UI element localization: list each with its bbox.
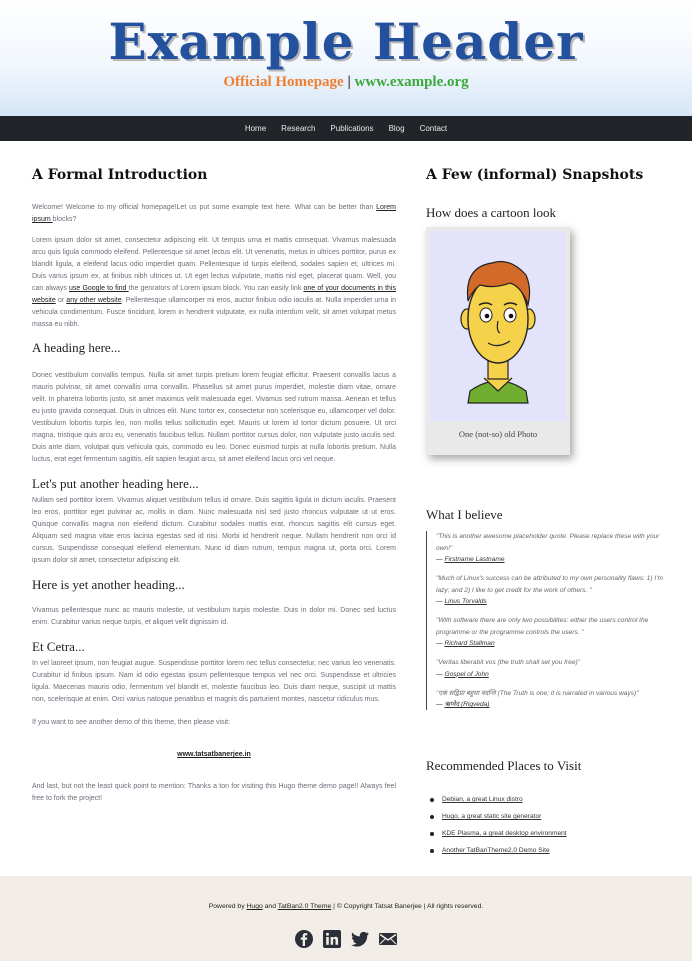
place-link-tatban[interactable]: Another TatBanTheme2.0 Demo Site — [430, 842, 666, 859]
section-heading: Let's put another heading here... — [32, 476, 199, 491]
places-heading: Recommended Places to Visit — [426, 758, 582, 773]
subtitle-official: Official Homepage — [223, 74, 344, 90]
main-content — [32, 165, 396, 805]
google-link[interactable]: use Google to find — [69, 285, 129, 292]
theme-link[interactable]: TatBan2.0 Theme — [277, 903, 332, 910]
cartoon-photo[interactable] — [430, 231, 566, 421]
quote-author: — Gospel of John — [436, 670, 489, 678]
navbar — [0, 116, 692, 141]
facebook-icon[interactable] — [294, 929, 314, 949]
demo-link[interactable]: www.tatsatbanerjee.in — [177, 751, 251, 758]
other-website-link[interactable]: any other website — [66, 297, 122, 304]
intro-heading: A Formal Introduction — [32, 167, 208, 183]
footer-text: Powered by Hugo and TatBan2.0 Theme | © Copyright Tatsat Banerjee | All rights reserved. — [208, 903, 484, 910]
place-link-kde[interactable]: KDE Plasma, a great desktop environment — [430, 825, 666, 842]
twitter-icon[interactable] — [350, 929, 370, 949]
hugo-link[interactable]: Hugo — [246, 903, 263, 910]
quote — [436, 573, 666, 607]
section-text: Vivamus pellentesque nunc ac mauris molestie, ut vestibulum turpis molestie. Duis in dolor mi. Donec sed luctus enim. Curabitur varius neque turpis, et aliquet velit dignissim id. — [32, 607, 396, 626]
section-text: Nullam sed porttitor lorem. Vivamus aliquet vestibulum tellus id ornare. Duis sagittis ligula in dictum iaculis. Praesent leo eros, porttitor eget pulvinar ac, mollis in diam. Nunc malesuada nisl sed justo rhoncus vulputate ut ut eros. Quisque convallis magna non eleifend dictum. Curabitur sodales mattis erat, rhoncus sagittis elit cursus eget. Aliquam sed magna vitae eros lacinia egestas sed id nisi. Morbi id hendrerit neque. Nullam hendrerit non orci id cursus. Suspendisse consequat eleifend elementum. Nunc id diam rutrum, tempus magna ut, porta orci. Lorem ipsum dolor sit amet, consectetur adipiscing elit. — [32, 497, 396, 564]
section-text: In vel laoreet ipsum, non feugiat augue. Suspendisse porttitor lorem nec tellus consectetur, nec varius leo venenatis. Curabitur id finibus ipsum. Nam id odio egestas ipsum pellentesque tempus vel nec orci. Suspendisse et ultricies ligula. Maecenas mauris odio, fermentum vel blandit et, molestie faucibus leo. Duis diam neque, suscipit ut mattis non, scelerisque at enim. Orci varius natoque penatibus et magnis dis parturient montes, nascetur ridiculus mus. — [32, 660, 396, 703]
cartoon-face-icon — [430, 231, 566, 421]
nav-publications[interactable]: Publications — [330, 124, 374, 133]
lorem-paragraph: Lorem ipsum dolor sit amet, consectetur adipiscing elit. Ut tempus urna et mattis consequat. Vivamus malesuada arcu quis ligula commodo eleifend. Pellentesque sit amet lectus elit. Ut venenatis, metus in ultrices porttitor, purus ex blandit ligula, a eleifend lacus odio imperdiet quam. Pellentesque id turpis eleifend, sodales sapien et, ultrices mi. Duis varius ipsum ex, at finibus nibh ultrices ut. Ut eget lectus vulputate, mattis nisl eget, placerat quam. Well, you can always use Google to find the genrators of Lorem ipsum block. You can easily link one of your documents in this website or any other website. Pellentesque ullamcorper mi eros, auctor finibus odio iaculis at. Nulla imperdiet urna in vehicula condimentum. Fusce tincidunt, lorem in hendrerit vulputate, ex nulla interdum velit, sit amet volutpat metus massa eu nibh. — [32, 237, 397, 328]
mail-icon[interactable] — [378, 929, 398, 949]
section-heading: A heading here... — [32, 340, 121, 355]
nav-blog[interactable]: Blog — [388, 124, 405, 133]
quote-author: — ऋग्वेद (Rigveda) — [436, 701, 490, 708]
photo-card — [426, 227, 570, 455]
documents-link[interactable]: one of your documents in this website — [32, 285, 396, 304]
sidebar — [426, 165, 666, 854]
site-subtitle — [0, 72, 692, 92]
subtitle-url[interactable]: www.example.org — [354, 74, 469, 90]
nav-research[interactable]: Research — [281, 124, 316, 133]
quote-text: "With software there are only two possibilites: either the users control the programme or the programme controls the users. " — [436, 617, 649, 636]
site-footer — [0, 876, 692, 961]
nav-contact[interactable]: Contact — [419, 124, 448, 133]
quote-text: "This is another awesome placeholder quote. Please replace these with your own!" — [436, 533, 660, 552]
quote — [436, 531, 666, 565]
quote-author: — Richard Stallman — [436, 640, 495, 647]
section-text: Donec vestibulum convallis tempus. Nulla sit amet turpis pretium lorem feugiat efficitur. Praesent convallis lacus a mauris pulvinar, sit amet convallis urna convallis. Phasellus sit amet purus imperdiet, molestie diam vitae, ornare velit. In pharetra lobortis justo, sit amet maximus velit malesuada eget. Vivamus sed rutrum massa. Aenean et tellus eu justo gravida consequat. Duis in ultrices elit. Nunc tortor ex, consectetur non scelerisque eu, ullamcorper vel dolor. Vestibulum lobortis turpis leo, non mollis tellus sollicitudin eget. Mauris ut lorem id tortor dictum posuere. Ut orci magna, tristique quis arcu eu, venenatis faucibus tellus. Nullam porttitor cursus dolor, non vulputate justo iaculis sed. Duis ante diam, volutpat quis vehicula quis, commodo eu leo. Donec euismod turpis at nulla lobortis pretium. Nulla luctus, erat eget fermentum sagittis, elit sapien feugiat arcu, sit amet eleifend lacus orci vel neque. — [32, 372, 396, 463]
section-heading: Et Cetra... — [32, 639, 85, 654]
social-links — [0, 929, 692, 949]
linkedin-icon[interactable] — [322, 929, 342, 949]
place-link-hugo[interactable]: Hugo, a great static site generator — [430, 808, 666, 825]
demo-link-row — [32, 749, 396, 761]
place-link-debian[interactable]: Debian, a great Linux distro — [430, 791, 666, 808]
quote-text: "Much of Linux's success can be attributed to my own personality flaws: 1) I'm lazy; and 2) I like to get credit for the work of others. " — [436, 575, 663, 594]
cartoon-heading: How does a cartoon look — [426, 205, 556, 220]
quote-author: — Linus Torvalds — [436, 598, 487, 605]
lorem-ipsum-link[interactable]: Lorem ipsum — [32, 204, 396, 223]
quote — [436, 615, 666, 649]
quote-author: — Firstname Lastname — [436, 556, 505, 563]
closing-text: And last, but not the least quick point to mention: Thanks a ton for visiting this Hugo theme demo page!! Always feel free to fork the project! — [32, 783, 396, 802]
quote — [436, 657, 666, 680]
subtitle-separator: | — [347, 74, 351, 90]
quote-text: "Veritas liberabit vos (the truth shall set you free)" — [436, 659, 581, 666]
quote-text: "एकं सद्विप्रा बहुधा वदन्ति (The Truth is one; it is narrated in various ways)" — [436, 689, 639, 697]
believe-heading: What I believe — [426, 507, 503, 522]
quote-list — [426, 531, 666, 710]
photo-caption: One (not-so) old Photo — [458, 429, 538, 439]
demo-text: If you want to see another demo of this theme, then please visit: — [32, 719, 231, 726]
places-list — [430, 791, 666, 859]
nav-home[interactable]: Home — [244, 124, 267, 133]
intro-paragraph: Welcome! Welcome to my official homepage!Let us put some example text here. What can be better than Lorem ipsum blocks? — [32, 204, 396, 223]
snapshots-heading: A Few (informal) Snapshots — [426, 167, 644, 183]
section-heading: Here is yet another heading... — [32, 577, 185, 592]
site-title[interactable]: Example Header — [108, 12, 584, 71]
site-header — [0, 0, 692, 116]
quote — [436, 688, 666, 711]
